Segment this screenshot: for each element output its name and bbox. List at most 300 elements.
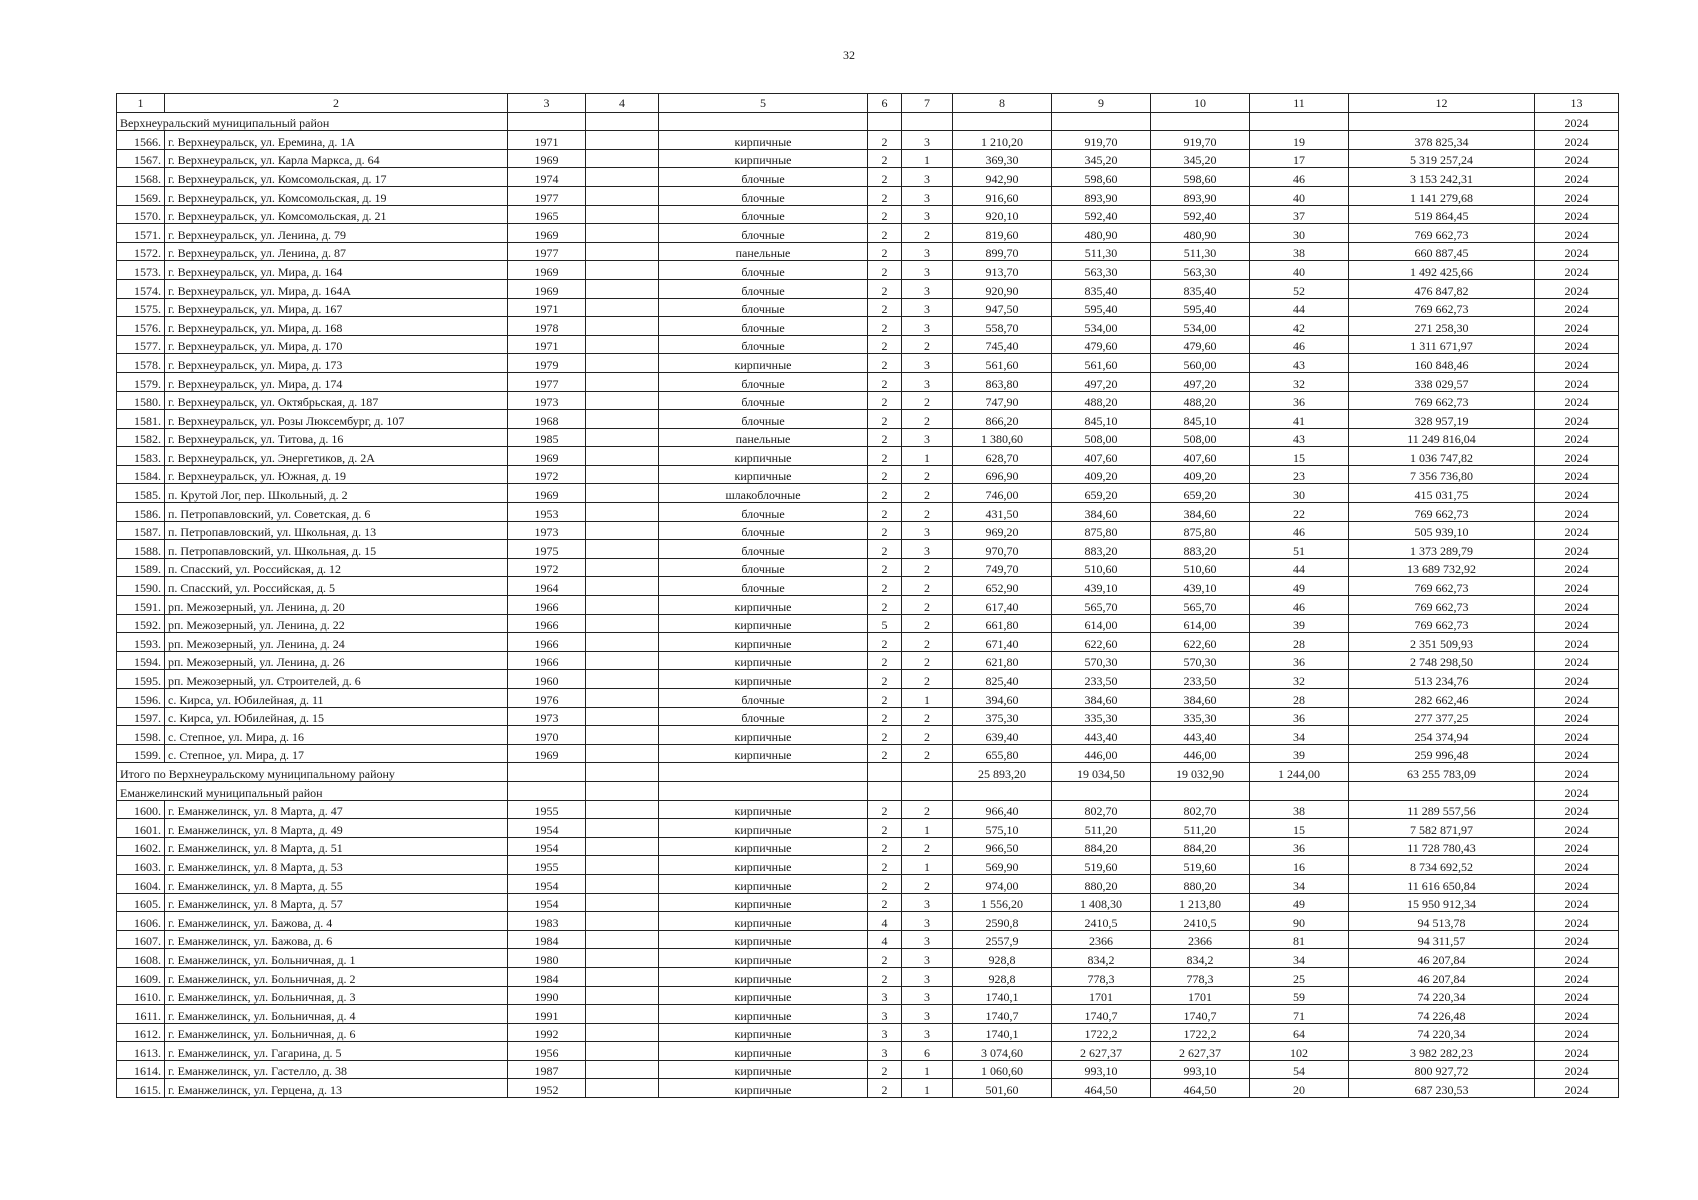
row-number: 1586. bbox=[117, 503, 165, 522]
section-year: 2024 bbox=[1535, 112, 1619, 131]
empty-cell bbox=[508, 112, 586, 131]
entrances: 3 bbox=[902, 261, 953, 280]
year-built: 1953 bbox=[508, 503, 586, 522]
residents: 36 bbox=[1250, 707, 1349, 726]
residents: 59 bbox=[1250, 986, 1349, 1005]
year-built: 1971 bbox=[508, 131, 586, 150]
column-header-10: 10 bbox=[1151, 94, 1250, 113]
year-built: 1977 bbox=[508, 372, 586, 391]
area-owned: 993,10 bbox=[1151, 1060, 1250, 1079]
area-owned: 488,20 bbox=[1151, 391, 1250, 410]
residents: 34 bbox=[1250, 949, 1349, 968]
column-header-2: 2 bbox=[165, 94, 508, 113]
entrances: 3 bbox=[902, 912, 953, 931]
row-number: 1613. bbox=[117, 1042, 165, 1061]
year-built: 1990 bbox=[508, 986, 586, 1005]
area-owned: 407,60 bbox=[1151, 447, 1250, 466]
floors: 2 bbox=[868, 279, 902, 298]
cost: 271 258,30 bbox=[1349, 317, 1535, 336]
wall-material: блочные bbox=[659, 317, 868, 336]
total-area: 1 210,20 bbox=[953, 131, 1052, 150]
year-built: 1952 bbox=[508, 1079, 586, 1098]
empty-cell bbox=[1151, 112, 1250, 131]
entrances: 3 bbox=[902, 317, 953, 336]
area-owned: 2 627,37 bbox=[1151, 1042, 1250, 1061]
table-body bbox=[117, 94, 1619, 1098]
address: г. Верхнеуральск, ул. Комсомольская, д. 21 bbox=[165, 205, 508, 224]
col-4 bbox=[586, 614, 659, 633]
total-area: 3 074,60 bbox=[953, 1042, 1052, 1061]
total-cost: 63 255 783,09 bbox=[1349, 763, 1535, 782]
address: рп. Межозерный, ул. Ленина, д. 22 bbox=[165, 614, 508, 633]
col-4 bbox=[586, 856, 659, 875]
table-row bbox=[117, 372, 1619, 391]
residents: 40 bbox=[1250, 186, 1349, 205]
row-number: 1590. bbox=[117, 577, 165, 596]
area-owned: 1 213,80 bbox=[1151, 893, 1250, 912]
repair-year: 2024 bbox=[1535, 856, 1619, 875]
floors: 2 bbox=[868, 205, 902, 224]
residents: 36 bbox=[1250, 837, 1349, 856]
residents: 64 bbox=[1250, 1023, 1349, 1042]
table-row bbox=[117, 447, 1619, 466]
area-owned: 778,3 bbox=[1151, 967, 1250, 986]
row-number: 1576. bbox=[117, 317, 165, 336]
total-area: 655,80 bbox=[953, 744, 1052, 763]
cost: 1 141 279,68 bbox=[1349, 186, 1535, 205]
wall-material: кирпичные bbox=[659, 651, 868, 670]
cost: 660 887,45 bbox=[1349, 242, 1535, 261]
address: г. Верхнеуральск, ул. Ленина, д. 79 bbox=[165, 224, 508, 243]
wall-material: блочные bbox=[659, 540, 868, 559]
total-area: 431,50 bbox=[953, 503, 1052, 522]
repair-year: 2024 bbox=[1535, 1042, 1619, 1061]
address: г. Еманжелинск, ул. Гастелло, д. 38 bbox=[165, 1060, 508, 1079]
floors: 2 bbox=[868, 410, 902, 429]
row-number: 1615. bbox=[117, 1079, 165, 1098]
living-area: 345,20 bbox=[1052, 149, 1151, 168]
row-number: 1580. bbox=[117, 391, 165, 410]
col-4 bbox=[586, 279, 659, 298]
cost: 46 207,84 bbox=[1349, 949, 1535, 968]
total-area: 394,60 bbox=[953, 689, 1052, 708]
cost: 328 957,19 bbox=[1349, 410, 1535, 429]
living-area: 446,00 bbox=[1052, 744, 1151, 763]
area-owned: 614,00 bbox=[1151, 614, 1250, 633]
address: п. Петропавловский, ул. Школьная, д. 13 bbox=[165, 521, 508, 540]
residents: 44 bbox=[1250, 298, 1349, 317]
col-4 bbox=[586, 1079, 659, 1098]
year-built: 1964 bbox=[508, 577, 586, 596]
entrances: 2 bbox=[902, 633, 953, 652]
address: г. Еманжелинск, ул. Герцена, д. 13 bbox=[165, 1079, 508, 1098]
area-owned: 534,00 bbox=[1151, 317, 1250, 336]
wall-material: кирпичные bbox=[659, 893, 868, 912]
table-row bbox=[117, 874, 1619, 893]
repair-year: 2024 bbox=[1535, 819, 1619, 838]
wall-material: кирпичные bbox=[659, 596, 868, 615]
floors: 2 bbox=[868, 186, 902, 205]
table-row bbox=[117, 837, 1619, 856]
year-built: 1984 bbox=[508, 930, 586, 949]
cost: 13 689 732,92 bbox=[1349, 558, 1535, 577]
area-owned: 345,20 bbox=[1151, 149, 1250, 168]
cost: 687 230,53 bbox=[1349, 1079, 1535, 1098]
residents: 19 bbox=[1250, 131, 1349, 150]
total-area: 501,60 bbox=[953, 1079, 1052, 1098]
wall-material: кирпичные bbox=[659, 837, 868, 856]
floors: 3 bbox=[868, 1023, 902, 1042]
residents: 38 bbox=[1250, 800, 1349, 819]
living-area: 409,20 bbox=[1052, 465, 1151, 484]
page-number: 32 bbox=[843, 48, 855, 62]
entrances: 3 bbox=[902, 168, 953, 187]
table-row bbox=[117, 930, 1619, 949]
table-row bbox=[117, 317, 1619, 336]
living-area: 488,20 bbox=[1052, 391, 1151, 410]
address: с. Степное, ул. Мира, д. 17 bbox=[165, 744, 508, 763]
table-row bbox=[117, 521, 1619, 540]
area-owned: 570,30 bbox=[1151, 651, 1250, 670]
wall-material: кирпичные bbox=[659, 1005, 868, 1024]
repair-year: 2024 bbox=[1535, 744, 1619, 763]
empty-cell bbox=[659, 112, 868, 131]
address: г. Верхнеуральск, ул. Карла Маркса, д. 64 bbox=[165, 149, 508, 168]
entrances: 3 bbox=[902, 540, 953, 559]
repair-year: 2024 bbox=[1535, 689, 1619, 708]
entrances: 2 bbox=[902, 503, 953, 522]
residents: 44 bbox=[1250, 558, 1349, 577]
col-4 bbox=[586, 707, 659, 726]
floors: 2 bbox=[868, 261, 902, 280]
section-title: Верхнеуральский муниципальный район bbox=[117, 112, 508, 131]
address: рп. Межозерный, ул. Ленина, д. 24 bbox=[165, 633, 508, 652]
total-area: 369,30 bbox=[953, 149, 1052, 168]
floors: 2 bbox=[868, 596, 902, 615]
residents: 43 bbox=[1250, 428, 1349, 447]
cost: 254 374,94 bbox=[1349, 726, 1535, 745]
cost: 74 220,34 bbox=[1349, 986, 1535, 1005]
entrances: 2 bbox=[902, 465, 953, 484]
cost: 378 825,34 bbox=[1349, 131, 1535, 150]
year-built: 1977 bbox=[508, 242, 586, 261]
row-number: 1596. bbox=[117, 689, 165, 708]
table-row bbox=[117, 633, 1619, 652]
cost: 11 728 780,43 bbox=[1349, 837, 1535, 856]
col-4 bbox=[586, 800, 659, 819]
total-repair-year: 2024 bbox=[1535, 763, 1619, 782]
wall-material: кирпичные bbox=[659, 633, 868, 652]
repair-year: 2024 bbox=[1535, 410, 1619, 429]
table-row bbox=[117, 465, 1619, 484]
table-row bbox=[117, 912, 1619, 931]
area-owned: 508,00 bbox=[1151, 428, 1250, 447]
empty-cell bbox=[868, 763, 902, 782]
area-owned: 565,70 bbox=[1151, 596, 1250, 615]
wall-material: кирпичные bbox=[659, 1060, 868, 1079]
repair-year: 2024 bbox=[1535, 558, 1619, 577]
cost: 769 662,73 bbox=[1349, 391, 1535, 410]
living-area: 802,70 bbox=[1052, 800, 1151, 819]
repair-year: 2024 bbox=[1535, 391, 1619, 410]
total-area: 575,10 bbox=[953, 819, 1052, 838]
residents: 49 bbox=[1250, 893, 1349, 912]
empty-cell bbox=[868, 781, 902, 800]
wall-material: кирпичные bbox=[659, 1023, 868, 1042]
wall-material: блочные bbox=[659, 261, 868, 280]
total-area: 825,40 bbox=[953, 670, 1052, 689]
year-built: 1969 bbox=[508, 224, 586, 243]
entrances: 3 bbox=[902, 986, 953, 1005]
cost: 94 311,57 bbox=[1349, 930, 1535, 949]
year-built: 1966 bbox=[508, 651, 586, 670]
wall-material: кирпичные bbox=[659, 874, 868, 893]
year-built: 1955 bbox=[508, 800, 586, 819]
area-owned: 883,20 bbox=[1151, 540, 1250, 559]
total-area: 375,30 bbox=[953, 707, 1052, 726]
floors: 2 bbox=[868, 224, 902, 243]
entrances: 3 bbox=[902, 298, 953, 317]
cost: 11 616 650,84 bbox=[1349, 874, 1535, 893]
row-number: 1577. bbox=[117, 335, 165, 354]
repair-year: 2024 bbox=[1535, 930, 1619, 949]
empty-cell bbox=[508, 763, 586, 782]
row-number: 1585. bbox=[117, 484, 165, 503]
entrances: 1 bbox=[902, 1079, 953, 1098]
row-number: 1600. bbox=[117, 800, 165, 819]
entrances: 3 bbox=[902, 1023, 953, 1042]
total-area: 913,70 bbox=[953, 261, 1052, 280]
table-row bbox=[117, 893, 1619, 912]
table-row bbox=[117, 1023, 1619, 1042]
entrances: 2 bbox=[902, 651, 953, 670]
area-owned: 384,60 bbox=[1151, 503, 1250, 522]
year-built: 1969 bbox=[508, 447, 586, 466]
cost: 259 996,48 bbox=[1349, 744, 1535, 763]
section-header-row bbox=[117, 112, 1619, 131]
table-row bbox=[117, 1042, 1619, 1061]
entrances: 2 bbox=[902, 577, 953, 596]
table-row bbox=[117, 967, 1619, 986]
entrances: 2 bbox=[902, 874, 953, 893]
column-header-13: 13 bbox=[1535, 94, 1619, 113]
area-owned: 409,20 bbox=[1151, 465, 1250, 484]
col-4 bbox=[586, 837, 659, 856]
wall-material: блочные bbox=[659, 558, 868, 577]
total-area: 561,60 bbox=[953, 354, 1052, 373]
col-4 bbox=[586, 726, 659, 745]
address: г. Еманжелинск, ул. 8 Марта, д. 55 bbox=[165, 874, 508, 893]
floors: 2 bbox=[868, 354, 902, 373]
residents: 37 bbox=[1250, 205, 1349, 224]
entrances: 2 bbox=[902, 670, 953, 689]
year-built: 1960 bbox=[508, 670, 586, 689]
address: г. Еманжелинск, ул. Бажова, д. 6 bbox=[165, 930, 508, 949]
total-area: 899,70 bbox=[953, 242, 1052, 261]
year-built: 1971 bbox=[508, 335, 586, 354]
address: г. Верхнеуральск, ул. Мира, д. 164А bbox=[165, 279, 508, 298]
entrances: 1 bbox=[902, 856, 953, 875]
floors: 2 bbox=[868, 1060, 902, 1079]
wall-material: блочные bbox=[659, 410, 868, 429]
cost: 3 982 282,23 bbox=[1349, 1042, 1535, 1061]
wall-material: блочные bbox=[659, 279, 868, 298]
residents: 30 bbox=[1250, 224, 1349, 243]
row-number: 1607. bbox=[117, 930, 165, 949]
col-4 bbox=[586, 967, 659, 986]
table-row bbox=[117, 819, 1619, 838]
repair-year: 2024 bbox=[1535, 242, 1619, 261]
floors: 2 bbox=[868, 447, 902, 466]
wall-material: кирпичные bbox=[659, 354, 868, 373]
area-owned: 592,40 bbox=[1151, 205, 1250, 224]
wall-material: панельные bbox=[659, 428, 868, 447]
table-row bbox=[117, 1079, 1619, 1098]
cost: 769 662,73 bbox=[1349, 614, 1535, 633]
table-row bbox=[117, 1060, 1619, 1079]
table-row bbox=[117, 726, 1619, 745]
repair-year: 2024 bbox=[1535, 967, 1619, 986]
row-number: 1579. bbox=[117, 372, 165, 391]
repair-year: 2024 bbox=[1535, 893, 1619, 912]
address: г. Верхнеуральск, ул. Розы Люксембург, д. 107 bbox=[165, 410, 508, 429]
repair-year: 2024 bbox=[1535, 912, 1619, 931]
column-header-3: 3 bbox=[508, 94, 586, 113]
floors: 2 bbox=[868, 558, 902, 577]
total-area: 916,60 bbox=[953, 186, 1052, 205]
table-row bbox=[117, 596, 1619, 615]
row-number: 1570. bbox=[117, 205, 165, 224]
total-label: Итого по Верхнеуральскому муниципальному району bbox=[117, 763, 508, 782]
living-area: 595,40 bbox=[1052, 298, 1151, 317]
living-area: 534,00 bbox=[1052, 317, 1151, 336]
empty-cell bbox=[1052, 112, 1151, 131]
empty-cell bbox=[1151, 781, 1250, 800]
section-title: Еманжелинский муниципальный район bbox=[117, 781, 508, 800]
col-4 bbox=[586, 949, 659, 968]
col-4 bbox=[586, 986, 659, 1005]
year-built: 1974 bbox=[508, 168, 586, 187]
empty-cell bbox=[953, 781, 1052, 800]
living-area: 439,10 bbox=[1052, 577, 1151, 596]
floors: 2 bbox=[868, 372, 902, 391]
row-number: 1605. bbox=[117, 893, 165, 912]
total-area: 1 060,60 bbox=[953, 1060, 1052, 1079]
address: рп. Межозерный, ул. Ленина, д. 20 bbox=[165, 596, 508, 615]
address: с. Кирса, ул. Юбилейная, д. 15 bbox=[165, 707, 508, 726]
row-number: 1578. bbox=[117, 354, 165, 373]
table-row bbox=[117, 614, 1619, 633]
floors: 2 bbox=[868, 484, 902, 503]
row-number: 1572. bbox=[117, 242, 165, 261]
year-built: 1966 bbox=[508, 633, 586, 652]
living-area: 2 627,37 bbox=[1052, 1042, 1151, 1061]
area-owned: 384,60 bbox=[1151, 689, 1250, 708]
total-area: 970,70 bbox=[953, 540, 1052, 559]
repair-year: 2024 bbox=[1535, 540, 1619, 559]
table-row bbox=[117, 577, 1619, 596]
table-row bbox=[117, 986, 1619, 1005]
area-owned: 2410,5 bbox=[1151, 912, 1250, 931]
year-built: 1977 bbox=[508, 186, 586, 205]
floors: 2 bbox=[868, 540, 902, 559]
cost: 519 864,45 bbox=[1349, 205, 1535, 224]
total-area: 671,40 bbox=[953, 633, 1052, 652]
year-built: 1968 bbox=[508, 410, 586, 429]
address: г. Еманжелинск, ул. Гагарина, д. 5 bbox=[165, 1042, 508, 1061]
entrances: 2 bbox=[902, 335, 953, 354]
year-built: 1978 bbox=[508, 317, 586, 336]
entrances: 3 bbox=[902, 372, 953, 391]
address: г. Верхнеуральск, ул. Мира, д. 167 bbox=[165, 298, 508, 317]
table-row bbox=[117, 186, 1619, 205]
col-4 bbox=[586, 131, 659, 150]
living-area: 598,60 bbox=[1052, 168, 1151, 187]
row-number: 1604. bbox=[117, 874, 165, 893]
address: п. Спасский, ул. Российская, д. 5 bbox=[165, 577, 508, 596]
living-area: 614,00 bbox=[1052, 614, 1151, 633]
residents: 71 bbox=[1250, 1005, 1349, 1024]
address: г. Еманжелинск, ул. 8 Марта, д. 57 bbox=[165, 893, 508, 912]
empty-cell bbox=[1349, 781, 1535, 800]
cost: 15 950 912,34 bbox=[1349, 893, 1535, 912]
table-row bbox=[117, 949, 1619, 968]
row-number: 1595. bbox=[117, 670, 165, 689]
address: г. Еманжелинск, ул. Больничная, д. 3 bbox=[165, 986, 508, 1005]
entrances: 2 bbox=[902, 800, 953, 819]
living-area: 884,20 bbox=[1052, 837, 1151, 856]
residents: 36 bbox=[1250, 651, 1349, 670]
table-row bbox=[117, 1005, 1619, 1024]
cost: 769 662,73 bbox=[1349, 503, 1535, 522]
year-built: 1954 bbox=[508, 874, 586, 893]
residents: 25 bbox=[1250, 967, 1349, 986]
table-row bbox=[117, 298, 1619, 317]
living-area: 659,20 bbox=[1052, 484, 1151, 503]
row-number: 1592. bbox=[117, 614, 165, 633]
address: г. Еманжелинск, ул. Больничная, д. 1 bbox=[165, 949, 508, 968]
repair-year: 2024 bbox=[1535, 261, 1619, 280]
total-area: 2557,9 bbox=[953, 930, 1052, 949]
table-row bbox=[117, 484, 1619, 503]
residents: 51 bbox=[1250, 540, 1349, 559]
residents: 40 bbox=[1250, 261, 1349, 280]
row-number: 1612. bbox=[117, 1023, 165, 1042]
repair-year: 2024 bbox=[1535, 1060, 1619, 1079]
table-row bbox=[117, 131, 1619, 150]
col-4 bbox=[586, 1060, 659, 1079]
cost: 74 220,34 bbox=[1349, 1023, 1535, 1042]
floors: 2 bbox=[868, 633, 902, 652]
address: г. Верхнеуральск, ул. Ленина, д. 87 bbox=[165, 242, 508, 261]
wall-material: кирпичные bbox=[659, 614, 868, 633]
row-number: 1591. bbox=[117, 596, 165, 615]
total-area: 617,40 bbox=[953, 596, 1052, 615]
area-owned: 802,70 bbox=[1151, 800, 1250, 819]
area-owned: 335,30 bbox=[1151, 707, 1250, 726]
wall-material: блочные bbox=[659, 577, 868, 596]
address: г. Верхнеуральск, ул. Мира, д. 174 bbox=[165, 372, 508, 391]
repair-year: 2024 bbox=[1535, 131, 1619, 150]
row-number: 1567. bbox=[117, 149, 165, 168]
table-row bbox=[117, 651, 1619, 670]
entrances: 2 bbox=[902, 837, 953, 856]
table-row bbox=[117, 168, 1619, 187]
residents: 54 bbox=[1250, 1060, 1349, 1079]
year-built: 1969 bbox=[508, 484, 586, 503]
entrances: 2 bbox=[902, 391, 953, 410]
entrances: 1 bbox=[902, 447, 953, 466]
